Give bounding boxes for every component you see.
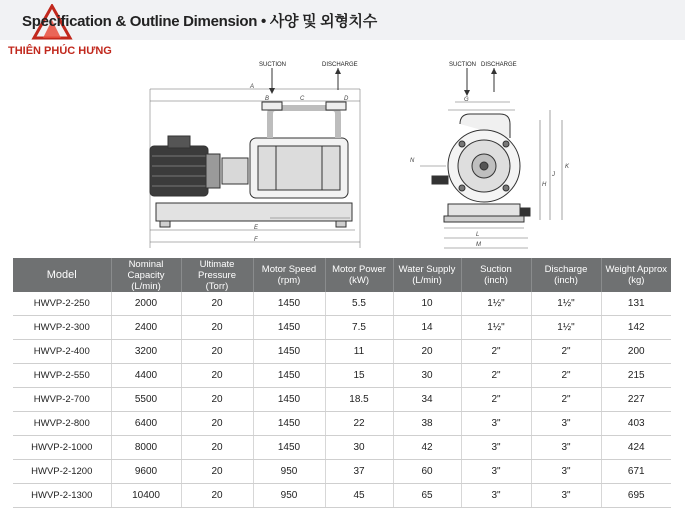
column-header-label: Discharge [544, 264, 588, 275]
dim-b: B [265, 96, 270, 102]
table-cell: 3" [461, 412, 531, 436]
table-body [13, 292, 671, 508]
table-row [13, 412, 671, 436]
table-cell: 37 [325, 460, 393, 484]
table-cell: 2400 [111, 316, 181, 340]
table-cell: 20 [181, 412, 253, 436]
model-cell: HWVP-2-550 [13, 364, 111, 388]
table-cell: 1450 [253, 316, 325, 340]
table-cell: 1450 [253, 292, 325, 316]
table-cell: 200 [601, 340, 671, 364]
table-cell: 6400 [111, 412, 181, 436]
table-cell: 3" [461, 460, 531, 484]
table-cell: 2" [461, 340, 531, 364]
column-header [181, 258, 253, 292]
outline-drawing [0, 58, 685, 258]
column-header [253, 258, 325, 292]
dim-f: F [254, 237, 258, 243]
page-title: Specification & Outline Dimension • 사양 및 외형치수 [22, 13, 377, 30]
table-cell: 20 [181, 316, 253, 340]
dim-g: G [464, 97, 469, 103]
table-cell: 60 [393, 460, 461, 484]
table-cell: 403 [601, 412, 671, 436]
dim-m: M [476, 242, 481, 248]
table-cell: 20 [181, 436, 253, 460]
table-cell: 2" [531, 388, 601, 412]
table-cell: 20 [393, 340, 461, 364]
table-cell: 20 [181, 364, 253, 388]
table-cell: 131 [601, 292, 671, 316]
table-cell: 1½" [531, 292, 601, 316]
table-header [13, 258, 671, 292]
column-header-unit: (L/min) [412, 275, 442, 286]
column-header [325, 258, 393, 292]
table-cell: 30 [393, 364, 461, 388]
table-row [13, 340, 671, 364]
table-cell: 142 [601, 316, 671, 340]
dim-l: L [476, 232, 480, 238]
table-cell: 45 [325, 484, 393, 508]
table-cell: 4400 [111, 364, 181, 388]
table-cell: 671 [601, 460, 671, 484]
table-cell: 3" [531, 412, 601, 436]
table-cell: 38 [393, 412, 461, 436]
table-cell: 2000 [111, 292, 181, 316]
column-header-label: Motor Speed [261, 264, 317, 275]
table-row [13, 388, 671, 412]
table-cell: 20 [181, 484, 253, 508]
table-cell: 950 [253, 460, 325, 484]
table-cell: 215 [601, 364, 671, 388]
side-suction-label: SUCTION [259, 62, 286, 68]
table-row [13, 292, 671, 316]
column-header-unit: (Torr) [205, 280, 229, 292]
column-header [601, 258, 671, 292]
dim-h: H [542, 182, 547, 188]
column-header-unit: (inch) [484, 275, 508, 286]
table-cell: 42 [393, 436, 461, 460]
table-cell: 950 [253, 484, 325, 508]
table-cell: 5500 [111, 388, 181, 412]
column-header [461, 258, 531, 292]
table-cell: 15 [325, 364, 393, 388]
table-cell: 8000 [111, 436, 181, 460]
table-row [13, 316, 671, 340]
table-cell: 18.5 [325, 388, 393, 412]
table-row [13, 364, 671, 388]
dim-c: C [300, 96, 305, 102]
table-cell: 9600 [111, 460, 181, 484]
column-header-unit: (kg) [628, 275, 645, 286]
table-cell: 10 [393, 292, 461, 316]
column-header-unit: (inch) [554, 275, 578, 286]
page-header [0, 0, 685, 40]
table-cell: 2" [461, 388, 531, 412]
table-cell: 3200 [111, 340, 181, 364]
table-cell: 1½" [531, 316, 601, 340]
column-header-label: Suction [480, 264, 512, 275]
model-cell: HWVP-2-1000 [13, 436, 111, 460]
brand-name: THIÊN PHÚC HƯNG [8, 45, 112, 57]
table-cell: 695 [601, 484, 671, 508]
table-cell: 424 [601, 436, 671, 460]
model-cell: HWVP-2-250 [13, 292, 111, 316]
table-cell: 3" [531, 436, 601, 460]
table-cell: 20 [181, 388, 253, 412]
table-cell: 3" [531, 460, 601, 484]
model-cell: HWVP-2-1200 [13, 460, 111, 484]
table-cell: 1450 [253, 388, 325, 412]
table-row [13, 484, 671, 508]
column-header-unit: (rpm) [277, 275, 301, 286]
table-cell: 1450 [253, 436, 325, 460]
model-cell: HWVP-2-400 [13, 340, 111, 364]
table-cell: 3" [461, 436, 531, 460]
table-cell: 34 [393, 388, 461, 412]
column-header-label: Nominal Capacity [127, 258, 165, 281]
column-header [111, 258, 181, 292]
column-header-unit: (kW) [348, 275, 370, 286]
table-cell: 1½" [461, 292, 531, 316]
table-cell: 10400 [111, 484, 181, 508]
column-header-label: Motor Power [332, 264, 386, 275]
model-cell: HWVP-2-1300 [13, 484, 111, 508]
dim-d: D [344, 96, 349, 102]
column-header-label: Weight Approx [605, 264, 668, 275]
side-view-drawing [150, 68, 360, 248]
specification-table [13, 258, 671, 508]
end-view-drawing [420, 68, 562, 248]
table-cell: 30 [325, 436, 393, 460]
column-header [393, 258, 461, 292]
table-cell: 20 [181, 292, 253, 316]
dim-k: K [565, 164, 570, 170]
table-cell: 7.5 [325, 316, 393, 340]
table-cell: 1450 [253, 412, 325, 436]
model-cell: HWVP-2-800 [13, 412, 111, 436]
column-header-label: Model [46, 268, 77, 281]
dim-e: E [254, 225, 259, 231]
table-cell: 2" [531, 340, 601, 364]
model-cell: HWVP-2-700 [13, 388, 111, 412]
table-cell: 20 [181, 460, 253, 484]
table-cell: 1450 [253, 340, 325, 364]
table-cell: 1450 [253, 364, 325, 388]
table-row [13, 460, 671, 484]
table-cell: 3" [461, 484, 531, 508]
table-cell: 2" [461, 364, 531, 388]
table-cell: 14 [393, 316, 461, 340]
dim-n: N [410, 158, 415, 164]
table-cell: 5.5 [325, 292, 393, 316]
column-header-unit: (L/min) [131, 280, 161, 292]
end-suction-label: SUCTION [449, 62, 476, 68]
dim-a: A [250, 84, 255, 90]
table-cell: 65 [393, 484, 461, 508]
table-cell: 3" [531, 484, 601, 508]
table-cell: 227 [601, 388, 671, 412]
column-header-label: Ultimate Pressure [197, 258, 236, 281]
side-discharge-label: DISCHARGE [322, 62, 358, 68]
model-cell: HWVP-2-300 [13, 316, 111, 340]
table-row [13, 436, 671, 460]
table-cell: 2" [531, 364, 601, 388]
table-cell: 22 [325, 412, 393, 436]
dim-j: J [552, 172, 555, 178]
table-cell: 1½" [461, 316, 531, 340]
column-header [13, 258, 111, 292]
end-discharge-label: DISCHARGE [481, 62, 517, 68]
table-cell: 20 [181, 340, 253, 364]
column-header-label: Water Supply [398, 264, 456, 275]
table-cell: 11 [325, 340, 393, 364]
column-header [531, 258, 601, 292]
